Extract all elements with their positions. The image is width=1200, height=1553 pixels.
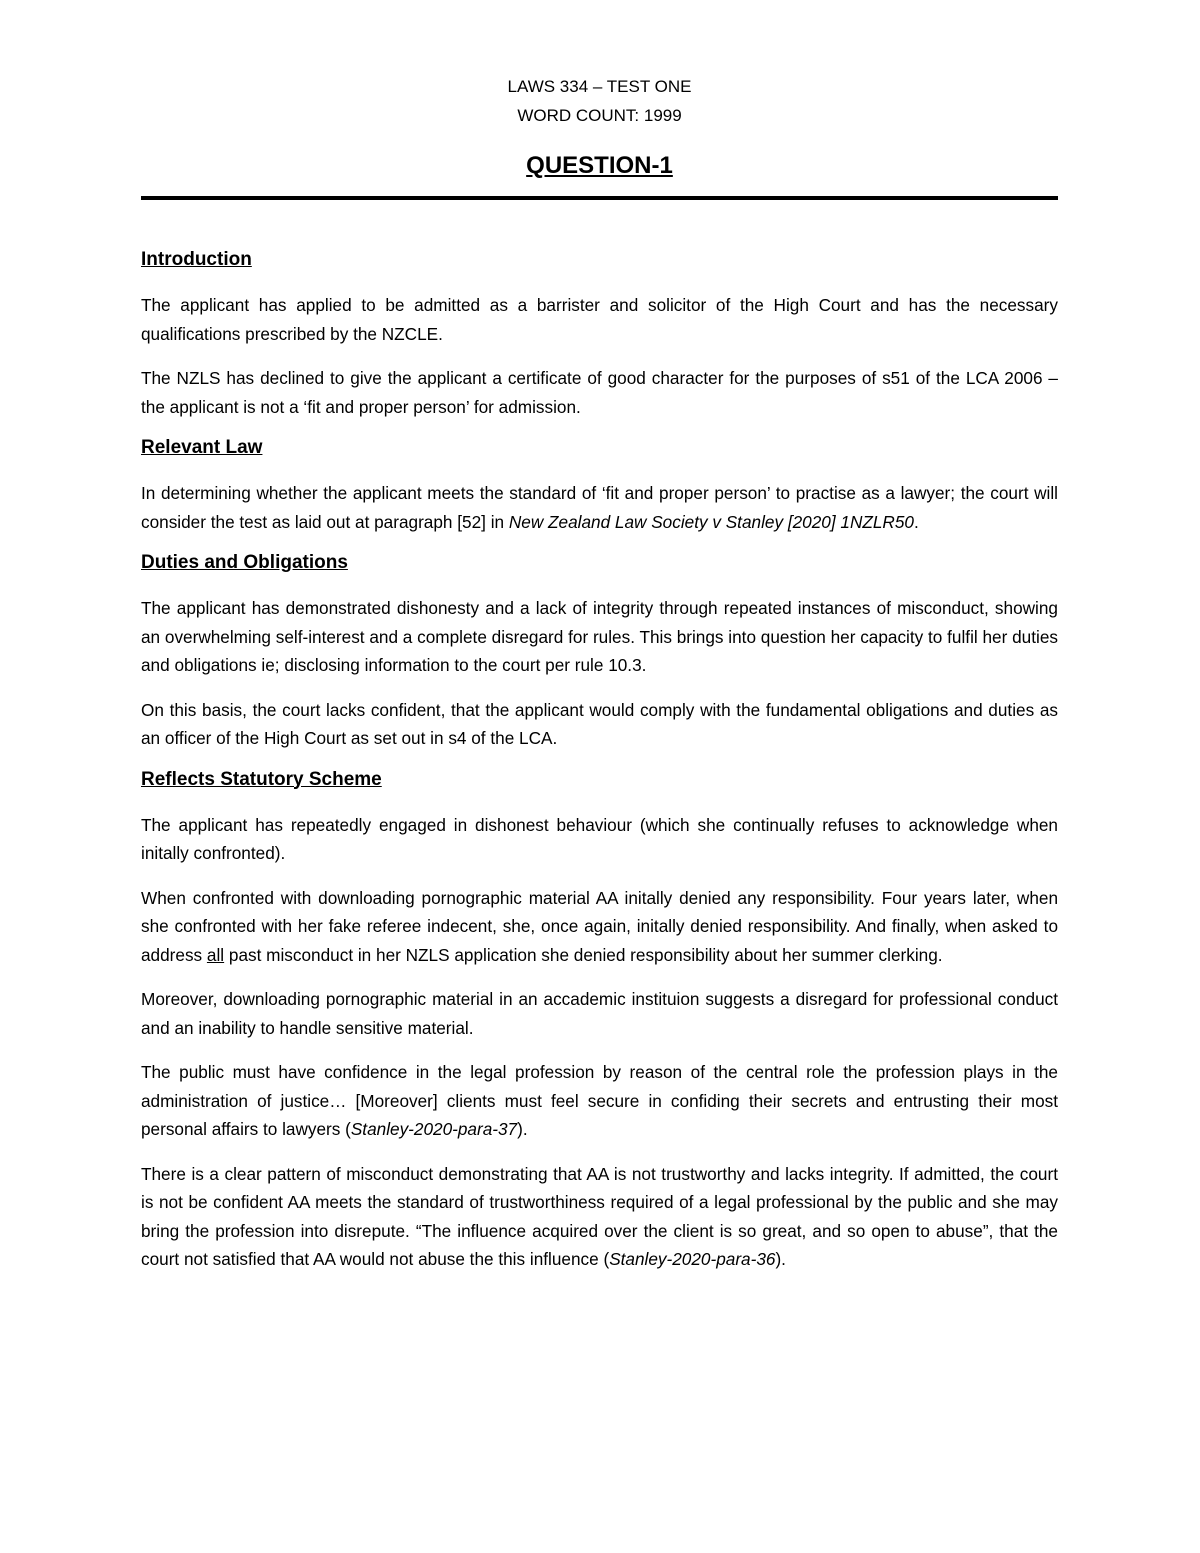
statutory-paragraph-2 [141,884,1058,970]
citation-para-37: Stanley-2020-para-37 [350,1119,518,1139]
question-title: QUESTION-1 [526,152,673,179]
case-citation: New Zealand Law Society v Stanley [2020] 1NZLR50 [508,511,914,532]
intro-paragraph-2: The NZLS has declined to give the applicant a certificate of good character for the purposes of s51 of the LCA 2006 – the applicant is not a ‘fit and proper person’ for admission. [141,368,1058,417]
intro-paragraph-1: The applicant has applied to be admitted as a barrister and solicitor of the High Court and has the necessary qualifications prescribed by the NZCLE. [141,295,1058,344]
document-page [141,72,1058,1274]
relevant-law-end: . [913,511,919,532]
relevant-law-paragraph [141,479,1058,536]
statutory-paragraph-1: The applicant has repeatedly engaged in dishonest behaviour (which she continually refuses to acknowledge when initally confronted). [141,814,1058,863]
relevant-law-text: In determining whether the applicant meets the standard of ‘fit and proper person’ to practise as a lawyer; the court will consider the test as laid out at paragraph [52] in [141,483,1058,532]
statutory-p2-text-b: past misconduct in her NZLS application she denied responsibility about her summer clerking. [224,944,943,965]
course-title: LAWS 334 – TEST ONE [507,77,692,96]
statutory-p4-text-a: The public must have confidence in the legal profession by reason of the central role the profession plays in the administration of justice… [Moreover] clients must feel secure in confiding their secrets and entrusting their most personal affairs to lawyers ( [141,1062,1058,1139]
heading-duties: Duties and Obligations [141,552,348,573]
statutory-paragraph-3: Moreover, downloading pornographic material in an accademic instituion suggests a disregard for professional conduct and an inability to handle sensitive material. [141,989,1058,1038]
duties-paragraph-1: The applicant has demonstrated dishonesty and a lack of integrity through repeated instances of misconduct, showing an overwhelming self-interest and a complete disregard for rules. This brings into question her capacity to fulfil her duties and obligations ie; disclosing information to the court per rule 10.3. [141,598,1058,675]
statutory-p4-text-b: ). [517,1119,528,1139]
title-divider [141,196,1058,200]
heading-relevant-law: Relevant Law [141,437,263,458]
heading-statutory-scheme: Reflects Statutory Scheme [141,768,382,790]
duties-paragraph-2: On this basis, the court lacks confident, that the applicant would comply with the fundamental obligations and duties as an officer of the High Court as set out in s4 of the LCA. [141,699,1058,748]
statutory-paragraph-5 [141,1160,1058,1274]
statutory-p5-text-a: There is a clear pattern of misconduct demonstrating that AA is not trustworthy and lacks integrity. If admitted, the court is not be confident AA meets the standard of trustworthiness required of a legal professional by the public and she may bring the profession into disrepute. “The influence acquired over the client is so great, and so open to abuse”, that the court not satisfied that AA would not abuse the this influence ( [141,1163,1058,1269]
statutory-paragraph-4 [141,1058,1058,1144]
underlined-all: all [206,944,225,965]
statutory-p2-text-a: When confronted with downloading pornographic material AA initally denied any responsibility. Four years later, when she confronted with her fake referee indecent, she, once again, initally denied responsibility. And finally, when asked to address [141,887,1058,965]
word-count: WORD COUNT: 1999 [517,106,682,125]
heading-introduction: Introduction [141,249,252,270]
citation-para-36: Stanley-2020-para-36 [609,1249,776,1269]
statutory-p5-text-b: ). [775,1249,786,1269]
